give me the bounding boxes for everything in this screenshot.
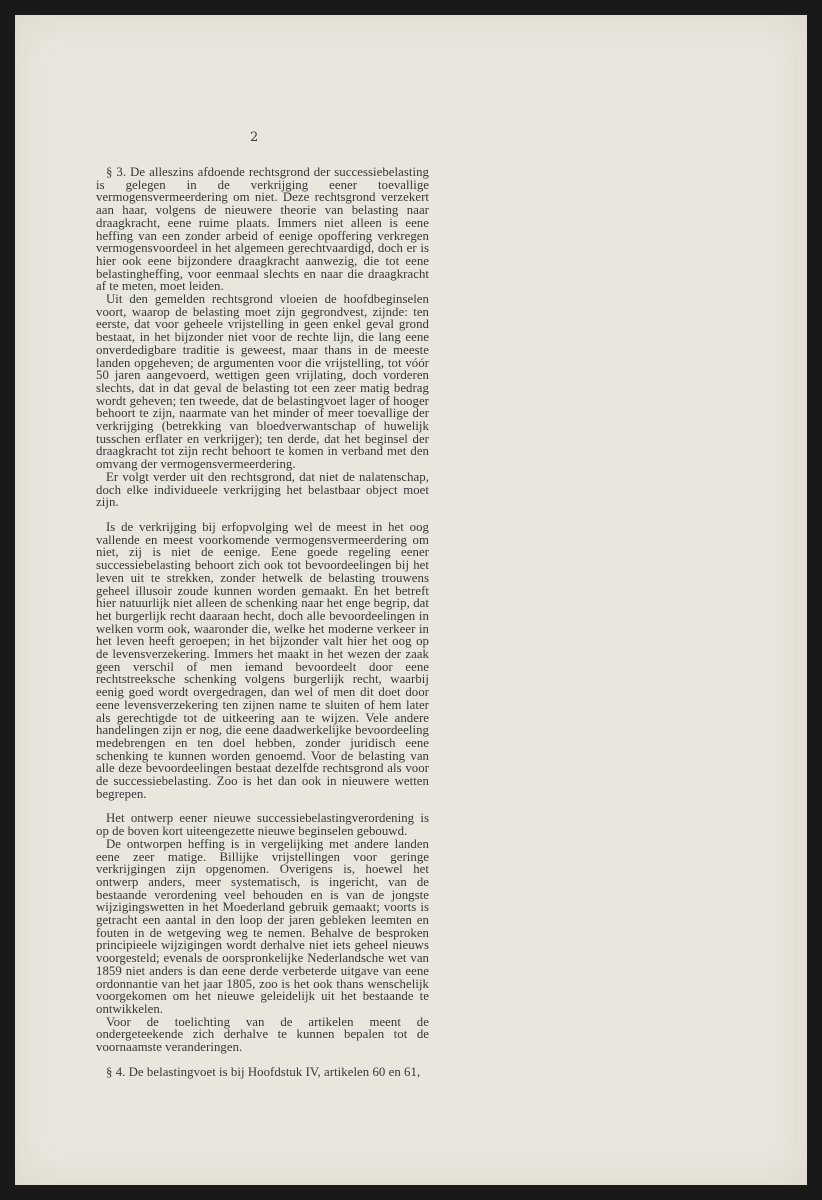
page-number: 2	[250, 130, 259, 145]
paragraph-object: Er volgt verder uit den rechtsgrond, dat niet de nalatenschap, doch elke individueele verkrijging het belastbaar object moet zijn.	[96, 469, 429, 510]
paragraph-section-4: § 4. De belastingvoet is bij Hoofdstuk IV, artikelen 60 en 61,	[106, 1064, 421, 1079]
paragraph-principles: Uit den gemelden rechtsgrond vloeien de hoofdbeginselen voort, waarop de belasting moet zijn gegrondvest, zijnde: ten eerste, dat voor geheele vrijstelling in geen enkel geval grond bestaat, in het bijzonder niet voor de rechte lijn, die lang eene onverdedigbare traditie is geweest, maar thans in de meeste landen opgeheven; de argumenten voor die vrijstelling, tot vóór 50 jaren aangevoerd, wettigen geen vrijlating, doch vorderen slechts, dat in dat geval de belasting tot een zeer matig bedrag wordt geheven; ten tweede, dat de belastingvoet lager of hooger behoort te zijn, naarmate van het minder of meer toevallige der verkrijging (betrekking van bloedverwantschap of huwelijk tusschen erflater en verkrijger); ten derde, dat het beginsel der draagkracht tot zijn recht behoort te komen in verband met den omvang der vermogensvermeerdering.	[96, 292, 429, 472]
paragraph-levy: De ontworpen heffing is in vergelijking met andere landen eene zeer matige. Billijke vrijstellingen voor geringe verkrijgingen zijn opgenomen. Overigens is, hoewel het ontwerp anders, meer systematisch, is ingericht, van de bestaande verordening veel behouden en is van de jongste wijzigingswetten in het Moederland gebruik gemaakt; voorts is getracht een aantal in den loop der jaren gebleken leemten en fouten in de wetgeving weg te nemen. Behalve de besproken principieele wijzigingen wordt derhalve niet iets geheel nieuws voorgesteld; evenals de oorspronkelijke Nederlandsche wet van 1859 niet anders is dan eene derde verbeterde uitgave van eene ordonnantie van het jaar 1805, zoo is het ook thans wenschelijk voorgekomen om het nieuwe geleidelijk uit het bestaande te ontwikkelen.	[96, 836, 429, 1016]
paragraph-section-3: § 3. De alleszins afdoende rechtsgrond der successiebelasting is gelegen in de verkrijging eener toevallige vermogensvermeerdering om niet. Deze rechtsgrond verzekert aan haar, volgens de nieuwere theorie van belasting naar draagkracht, eene ruime plaats. Immers niet alleen is eene heffing van een zonder arbeid of eenige opoffering verkregen vermogensvoordeel in het algemeen gerechtvaardigd, doch er is hier ook eene bijzondere draagkracht aanwezig, die tot eene belastingheffing, voor eenmaal slechts en naar die draagkracht af te meten, moet leiden.	[96, 165, 429, 294]
paragraph-draft: Het ontwerp eener nieuwe successiebelastingverordening is op de boven kort uiteengezette nieuwe beginselen gebouwd.	[96, 811, 429, 839]
document-page	[15, 15, 807, 1185]
body-text	[96, 166, 429, 1079]
paragraph-explanation: Voor de toelichting van de artikelen meent de ondergeteekende zich derhalve te kunnen bepalen tot de voornaamste veranderingen.	[96, 1014, 429, 1055]
paragraph-gifts: Is de verkrijging bij erfopvolging wel de meest in het oog vallende en meest voorkomende vermogensvermeerdering om niet, zij is niet de eenige. Eene goede regeling eener successiebelasting behoort zich ook tot bevoordeelingen bij het leven uit te strekken, zonder hetwelk de belasting trouwens geheel illusoir zoude kunnen worden gemaakt. En het betreft hier natuurlijk niet alleen de schenking naar het enge begrip, dat het burgerlijk recht daaraan hecht, doch alle bevoordeelingen in welken vorm ook, waaronder die, welke het moderne verkeer in het leven heeft geroepen; in het bijzonder valt hier het oog op de levensverzekering. Immers het maakt in het wezen der zaak geen verschil of men iemand bevoordeelt door eene rechtstreeksche schenking volgens burgerlijk recht, waarbij eenig goed wordt overgedragen, dan wel of men dit doet door eene levensverzekering ten zijnen name te sluiten of hem later als gerechtigde tot de uitkeering aan te wijzen. Vele andere handelingen zijn er nog, die eene daadwerkelijke bevoordeeling medebrengen en ten doel hebben, zonder juridisch eene schenking te kunnen worden genoemd. Voor de belasting van alle deze bevoordeelingen bestaat dezelfde rechtsgrond als voor de successiebelasting. Zoo is het dan ook in nieuwere wetten begrepen.	[96, 519, 429, 801]
